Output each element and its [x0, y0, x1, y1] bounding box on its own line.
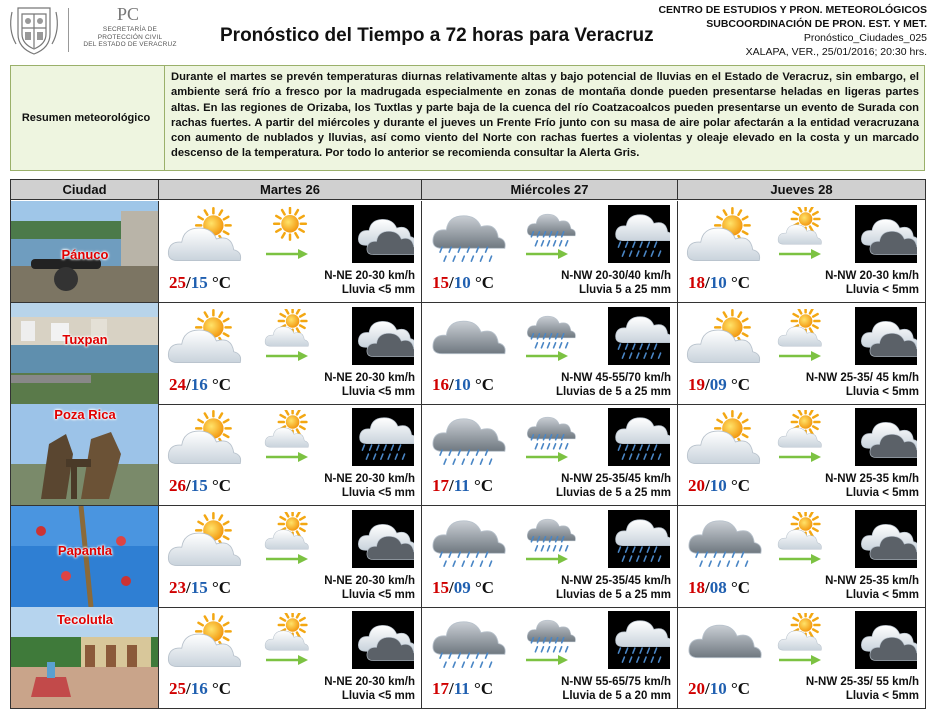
max-temperature: 18	[688, 273, 705, 292]
wind-speed: N-NE 20-30 km/h	[324, 574, 415, 587]
state-seal-icon	[4, 4, 64, 56]
arrow-right-icon	[524, 450, 570, 469]
max-temperature: 15	[432, 273, 449, 292]
city-cell	[11, 607, 159, 708]
temperature-unit: °C	[474, 679, 494, 698]
day-forecast-cell	[159, 201, 422, 302]
partly-cloudy-icon	[165, 510, 243, 583]
temperature-unit: °C	[474, 577, 495, 597]
cloudy-night-icon	[352, 205, 414, 268]
temperature-unit: °C	[730, 476, 751, 495]
city-cell	[11, 201, 159, 302]
max-temperature: 18	[688, 577, 705, 597]
cloudy-night-icon	[855, 611, 917, 674]
rainfall: Lluvia <5 mm	[341, 588, 415, 601]
temperature-unit: °C	[730, 577, 751, 597]
rain-night-icon	[352, 408, 414, 471]
day-forecast-cell	[422, 303, 678, 404]
partly-cloudy-icon	[684, 307, 762, 380]
forecast-rows	[11, 201, 925, 709]
wind-speed: N-NW 20-30 km/h	[825, 270, 919, 282]
rain-cloud-icon	[428, 408, 506, 481]
wind-speed: N-NW 45-55/70 km/h	[561, 371, 671, 384]
day-forecast-cell	[678, 201, 925, 302]
partly-cloudy-icon	[165, 408, 243, 481]
temperature-unit: °C	[211, 679, 232, 698]
max-temperature: 23	[169, 577, 186, 597]
table-row	[11, 303, 925, 405]
day-forecast-cell	[678, 607, 925, 708]
wind-and-rain	[324, 371, 415, 399]
rainfall: Lluvia < 5mm	[845, 284, 919, 296]
wind-and-rain	[324, 574, 415, 602]
max-temperature: 17	[432, 476, 449, 495]
sun-cloud-icon	[264, 309, 316, 354]
temperature: 20/10 °C	[688, 679, 751, 698]
page-title: Pronóstico del Tiempo a 72 horas para Veracruz	[220, 25, 654, 46]
min-temperature: 10	[709, 476, 727, 495]
day-forecast-cell	[159, 404, 422, 505]
cloudy-night-icon	[855, 408, 917, 471]
table-row	[11, 506, 925, 608]
wind-speed: N-NW 25-35/45 km/h	[561, 473, 671, 485]
rainfall: Lluvias de 5 a 25 mm	[555, 487, 671, 499]
cloudy-night-icon	[352, 510, 414, 573]
min-temperature: 10	[709, 273, 727, 292]
issuer-info: CENTRO DE ESTUDIOS Y PRON. METEOROLÓGICOS SUBCOORDINACIÓN DE PRON. EST. Y MET. Pronóstico_Ciudades_025 XALAPA, VER., 25/01/2016; 20:30 hrs.	[658, 4, 927, 58]
city-name: Poza Rica	[54, 407, 116, 422]
wind-speed: N-NE 20-30 km/h	[324, 676, 415, 688]
cloudy-night-icon	[855, 510, 917, 573]
sun-cloud-icon	[777, 410, 829, 455]
min-temperature: 10	[453, 273, 471, 292]
min-temperature: 16	[190, 679, 208, 698]
temperature-unit: °C	[211, 476, 232, 495]
rain-night-icon	[608, 307, 670, 370]
min-temperature: 11	[453, 476, 470, 495]
temperature-unit: °C	[730, 273, 751, 292]
city-name: Papantla	[57, 542, 113, 558]
arrow-right-icon	[524, 552, 570, 571]
table-row	[11, 607, 925, 709]
temperature: 17/11 °C	[432, 679, 494, 698]
rainfall: Lluvia < 5mm	[845, 588, 919, 601]
min-temperature: 10	[453, 374, 471, 394]
day-forecast-cell	[159, 506, 422, 607]
city-cell	[11, 303, 159, 404]
wind-speed: N-NW 25-35/45 km/h	[561, 574, 671, 587]
min-temperature: 09	[453, 577, 471, 597]
wind-and-rain	[561, 269, 671, 297]
temperature: 23/15 °C	[169, 577, 232, 597]
city-cell	[11, 404, 159, 505]
max-temperature: 16	[432, 374, 449, 394]
wind-and-rain	[806, 371, 919, 399]
city-name: Tuxpan	[62, 331, 108, 347]
temperature-unit: °C	[730, 679, 751, 698]
rainfall: Lluvia <5 mm	[341, 690, 415, 702]
rain-cloud-icon	[428, 510, 506, 583]
sun-cloud-icon	[777, 309, 829, 354]
wind-and-rain	[825, 472, 919, 500]
sun-cloud-icon	[777, 512, 829, 557]
logo-divider	[68, 8, 69, 52]
max-temperature: 25	[169, 273, 186, 292]
wind-and-rain	[324, 675, 415, 703]
rain-cloud-icon	[524, 207, 576, 252]
wind-speed: N-NE 20-30 km/h	[324, 371, 415, 384]
rainfall: Lluvias de 5 a 25 mm	[555, 385, 671, 398]
cloudy-night-icon	[855, 205, 917, 268]
day-forecast-cell	[678, 303, 925, 404]
rainfall: Lluvia de 5 a 20 mm	[562, 690, 671, 702]
rain-cloud-icon	[428, 205, 506, 278]
wind-and-rain	[556, 472, 671, 500]
partly-cloudy-icon	[165, 205, 243, 278]
arrow-right-icon	[777, 653, 823, 672]
rainfall: Lluvias de 5 a 25 mm	[555, 588, 671, 601]
arrow-right-icon	[777, 349, 823, 368]
temperature-unit: °C	[474, 273, 495, 292]
rainfall: Lluvia <5 mm	[341, 487, 415, 499]
temperature: 17/11 °C	[432, 476, 494, 495]
rainfall: Lluvia <5 mm	[341, 385, 415, 398]
temperature: 25/16 °C	[169, 679, 232, 698]
sun-cloud-icon	[264, 410, 316, 455]
arrow-right-icon	[264, 450, 310, 469]
temperature: 20/10 °C	[688, 476, 751, 495]
city-photo	[11, 303, 159, 404]
arrow-right-icon	[777, 552, 823, 571]
table-row	[11, 404, 925, 506]
max-temperature: 26	[169, 476, 186, 495]
wind-speed: N-NW 25-35/ 45 km/h	[805, 371, 919, 384]
rainfall: Lluvia < 5mm	[845, 690, 919, 702]
logo-agency-name: SECRETARÍA DE PROTECCIÓN CIVIL DEL ESTADO DE VERACRUZ	[83, 26, 177, 48]
day-forecast-cell	[422, 201, 678, 302]
min-temperature: 15	[190, 273, 208, 292]
temperature: 18/10 °C	[688, 273, 751, 292]
min-temperature: 15	[190, 577, 208, 597]
wind-speed: N-NW 25-35/ 55 km/h	[805, 676, 919, 688]
min-temperature: 09	[709, 374, 727, 394]
wind-and-rain	[324, 269, 415, 297]
rainfall: Lluvia < 5mm	[845, 385, 919, 398]
rain-cloud-icon	[524, 613, 576, 658]
cloudy-night-icon	[855, 307, 917, 370]
temperature: 15/09 °C	[432, 577, 495, 597]
day-forecast-cell	[159, 303, 422, 404]
temperature-unit: °C	[211, 273, 232, 292]
header-city: Ciudad	[11, 180, 159, 200]
header-day-3: Jueves 28	[678, 180, 925, 200]
arrow-right-icon	[264, 552, 310, 571]
min-temperature: 11	[453, 679, 470, 698]
day-forecast-cell	[159, 607, 422, 708]
arrow-right-icon	[264, 247, 310, 266]
arrow-right-icon	[524, 653, 570, 672]
temperature: 25/15 °C	[169, 273, 232, 292]
wind-and-rain	[825, 269, 919, 297]
min-temperature: 15	[190, 476, 208, 495]
day-forecast-cell	[422, 607, 678, 708]
day-forecast-cell	[678, 506, 925, 607]
city-cell	[11, 506, 159, 607]
sun-cloud-icon	[264, 512, 316, 557]
partly-cloudy-icon	[165, 307, 243, 380]
rain-cloud-icon	[524, 512, 576, 557]
temperature: 16/10 °C	[432, 374, 495, 394]
wind-speed: N-NW 25-35 km/h	[825, 473, 919, 485]
temperature: 15/10 °C	[432, 273, 495, 292]
wind-and-rain	[561, 675, 671, 703]
table-row	[11, 201, 925, 303]
rainfall: Lluvia <5 mm	[341, 284, 415, 296]
max-temperature: 17	[432, 679, 449, 698]
sun-cloud-icon	[777, 613, 829, 658]
temperature-unit: °C	[474, 374, 495, 394]
rain-cloud-icon	[524, 410, 576, 455]
wind-and-rain	[825, 574, 919, 602]
rain-night-icon	[608, 611, 670, 674]
rain-night-icon	[608, 510, 670, 573]
wind-speed: N-NW 20-30/40 km/h	[561, 270, 671, 282]
max-temperature: 20	[688, 476, 705, 495]
max-temperature: 20	[688, 679, 705, 698]
day-forecast-cell	[422, 506, 678, 607]
wind-speed: N-NW 55-65/75 km/h	[561, 676, 671, 688]
meteorological-summary	[10, 65, 925, 171]
day-forecast-cell	[678, 404, 925, 505]
max-temperature: 15	[432, 577, 449, 597]
rain-night-icon	[608, 408, 670, 471]
temperature: 18/08 °C	[688, 577, 751, 597]
cloudy-icon	[684, 611, 762, 684]
rain-night-icon	[608, 205, 670, 268]
temperature-unit: °C	[211, 374, 232, 394]
sunny-icon	[264, 207, 316, 252]
min-temperature: 10	[709, 679, 727, 698]
wind-speed: N-NE 20-30 km/h	[324, 270, 415, 282]
temperature-unit: °C	[474, 476, 494, 495]
partly-cloudy-icon	[165, 611, 243, 684]
day-forecast-cell	[422, 404, 678, 505]
city-name: Tecolutla	[56, 612, 114, 627]
page-header	[0, 0, 935, 60]
arrow-right-icon	[264, 349, 310, 368]
header-day-2: Miércoles 27	[422, 180, 678, 200]
temperature-unit: °C	[211, 577, 232, 597]
rain-cloud-icon	[428, 611, 506, 684]
min-temperature: 08	[709, 577, 727, 597]
temperature: 19/09 °C	[688, 374, 751, 394]
temperature: 26/15 °C	[169, 476, 232, 495]
city-name: Pánuco	[61, 247, 109, 262]
rainfall: Lluvia 5 a 25 mm	[578, 284, 671, 296]
rain-cloud-icon	[524, 309, 576, 354]
arrow-right-icon	[524, 349, 570, 368]
wind-and-rain	[556, 574, 671, 602]
arrow-right-icon	[777, 450, 823, 469]
summary-label: Resumen meteorológico	[21, 111, 151, 124]
summary-text: Durante el martes se prevén temperaturas diurnas relativamente altas y bajo potencial de lluvias en el Estado de Veracruz, sin embargo, el ambiente será frío a fresco por la madrugada especialmente en zonas de montaña donde pueden presentarse heladas en ligeras partes altas. En las regiones de Orizaba, los Tuxtlas y parte baja de la cuenca del río Coatzacoalcos pueden presentarse un evento de Surada con rachas fuertes. A partir del miércoles y durante el jueves un Frente Frío junto con su masa de aire polar afectarán a la entidad veracruzana con aumento de nublados y lluvias, así como viento del Norte con rachas fuertes a violentas y oleaje elevado en la costa y un marcado descenso de la temperatura. Por todo lo anterior se recomienda consultar la Alerta Gris.	[171, 71, 919, 160]
sun-cloud-icon	[777, 207, 829, 252]
wind-and-rain	[806, 675, 919, 703]
arrow-right-icon	[264, 653, 310, 672]
cloudy-night-icon	[352, 611, 414, 674]
rain-cloud-icon	[684, 510, 762, 583]
wind-and-rain	[324, 472, 415, 500]
partly-cloudy-icon	[684, 408, 762, 481]
temperature-unit: °C	[730, 374, 751, 394]
partly-cloudy-icon	[684, 205, 762, 278]
logo-abbreviation: PC	[116, 4, 140, 24]
forecast-table	[10, 179, 926, 709]
wind-and-rain	[556, 371, 671, 399]
cloudy-night-icon	[352, 307, 414, 370]
arrow-right-icon	[777, 247, 823, 266]
temperature: 24/16 °C	[169, 374, 232, 394]
max-temperature: 25	[169, 679, 186, 698]
max-temperature: 19	[688, 374, 705, 394]
sun-cloud-icon	[264, 613, 316, 658]
rainfall: Lluvia < 5mm	[845, 487, 919, 499]
min-temperature: 16	[190, 374, 208, 394]
cloudy-icon	[428, 307, 506, 380]
max-temperature: 24	[169, 374, 186, 394]
wind-speed: N-NW 25-35 km/h	[825, 574, 919, 587]
arrow-right-icon	[524, 247, 570, 266]
wind-speed: N-NE 20-30 km/h	[324, 473, 415, 485]
header-day-1: Martes 26	[159, 180, 422, 200]
agency-logo	[4, 4, 184, 56]
